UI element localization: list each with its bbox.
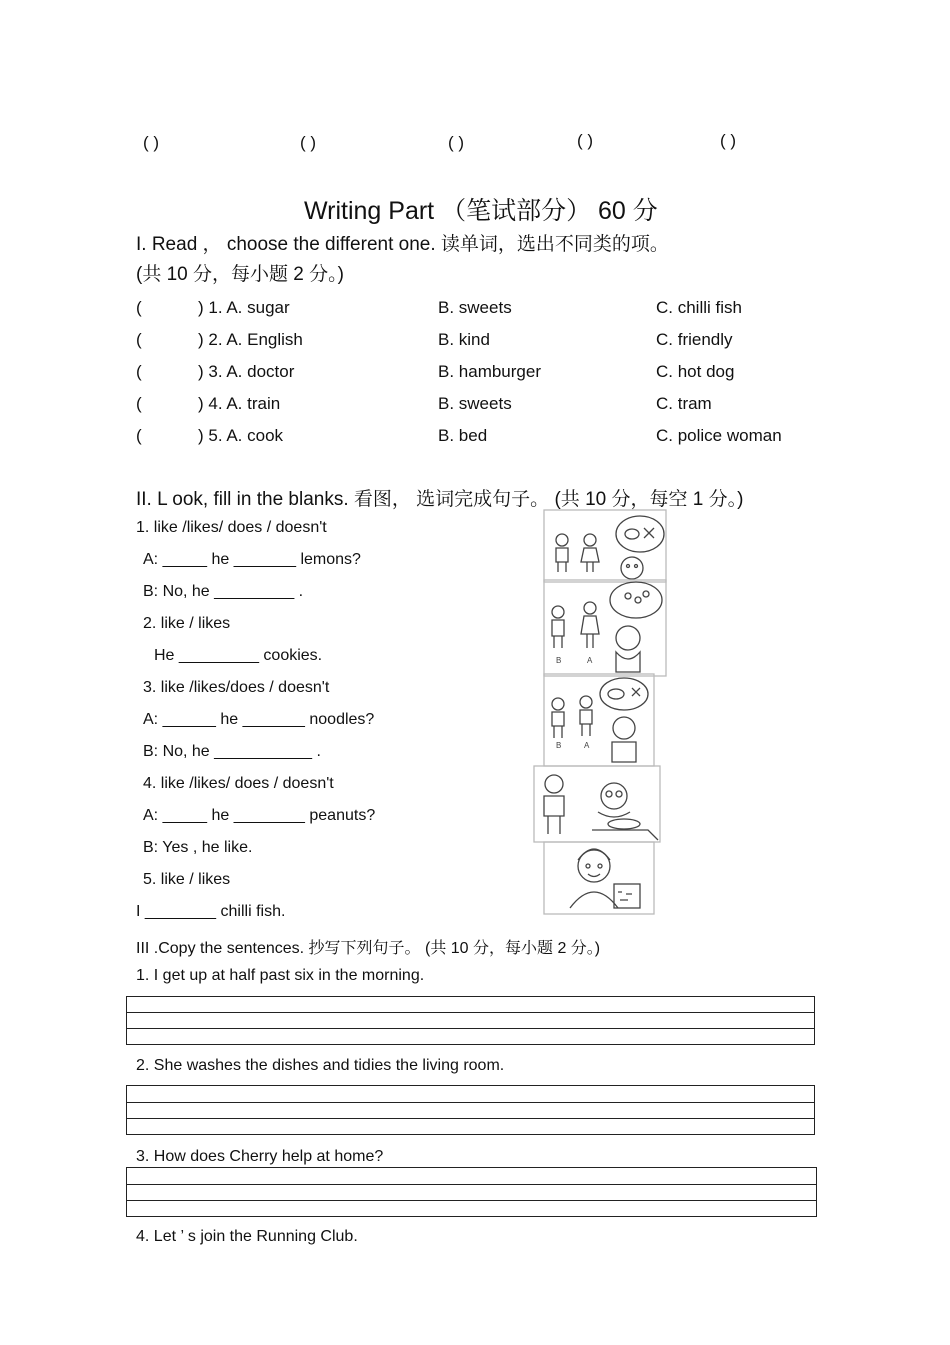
section3-heading: III .Copy the sentences. 抄写下列句子。 (共 10 分，每小题 2 分。) — [136, 940, 601, 957]
copy-lines-1[interactable] — [126, 996, 815, 1045]
copy-sentence-4: 4. Let ’ s join the Running Club. — [136, 1228, 358, 1245]
item-option-c: C. tram — [656, 394, 712, 413]
item-bracket: ( — [136, 394, 142, 413]
section2-pictures — [532, 508, 672, 916]
answer-bracket-3: ( ) — [448, 133, 465, 152]
item-option-b: B. bed — [438, 426, 488, 445]
item-option-c: C. police woman — [656, 426, 782, 445]
item-bracket: ( — [136, 426, 142, 445]
q3-answer: B: No, he ___________ . — [143, 743, 321, 760]
picture-label-a: A — [587, 656, 593, 665]
q5-word-bank: 5. like / likes — [143, 871, 231, 888]
copy-lines-3[interactable] — [126, 1167, 817, 1217]
section1-heading: I. Read ， choose the different one. 读单词，选出不同类的项。 — [136, 234, 669, 255]
q2-word-bank: 2. like / likes — [143, 615, 231, 632]
item-bracket: ( — [136, 330, 142, 349]
q4-answer: B: Yes , he like. — [143, 839, 253, 856]
section2-heading: II. L ook, fill in the blanks. 看图， 选词完成句子。 (共 10 分，每空 1 分。) — [136, 489, 744, 510]
q4-word-bank: 4. like /likes/ does / doesn't — [143, 775, 334, 792]
picture-label-b: B — [556, 741, 562, 750]
item-bracket: ( — [136, 298, 142, 317]
q4-question: A: _____ he ________ peanuts? — [143, 807, 376, 824]
answer-bracket-1: ( ) — [143, 133, 160, 152]
q1-question: A: _____ he _______ lemons? — [143, 551, 361, 568]
q5-sentence: I ________ chilli fish. — [136, 903, 286, 920]
q1-word-bank: 1. like /likes/ does / doesn't — [136, 519, 327, 536]
item-option-a: ) 4. A. train — [198, 394, 281, 413]
q3-question: A: ______ he _______ noodles? — [143, 711, 375, 728]
answer-bracket-4: ( ) — [577, 131, 594, 150]
item-option-a: ) 2. A. English — [198, 330, 303, 349]
answer-bracket-2: ( ) — [300, 133, 317, 152]
item-option-c: C. hot dog — [656, 362, 735, 381]
item-option-b: B. sweets — [438, 298, 512, 317]
picture-label-a: A — [584, 741, 590, 750]
answer-bracket-5: ( ) — [720, 131, 737, 150]
item-bracket: ( — [136, 362, 142, 381]
copy-sentence-3: 3. How does Cherry help at home? — [136, 1148, 384, 1165]
item-option-a: ) 5. A. cook — [198, 426, 284, 445]
page-title: Writing Part （笔试部分） 60 分 — [304, 197, 658, 225]
picture-label-b: B — [556, 656, 562, 665]
item-option-b: B. hamburger — [438, 362, 541, 381]
item-option-b: B. sweets — [438, 394, 512, 413]
item-option-a: ) 1. A. sugar — [198, 298, 290, 317]
q2-sentence: He _________ cookies. — [154, 647, 323, 664]
item-option-a: ) 3. A. doctor — [198, 362, 295, 381]
copy-sentence-1: 1. I get up at half past six in the morning. — [136, 967, 425, 984]
q1-answer: B: No, he _________ . — [143, 583, 304, 600]
copy-sentence-2: 2. She washes the dishes and tidies the living room. — [136, 1057, 505, 1074]
copy-lines-2[interactable] — [126, 1085, 815, 1135]
item-option-c: C. chilli fish — [656, 298, 742, 317]
q3-word-bank: 3. like /likes/does / doesn't — [143, 679, 330, 696]
item-option-c: C. friendly — [656, 330, 733, 349]
item-option-b: B. kind — [438, 330, 490, 349]
section1-subheading: (共 10 分，每小题 2 分。) — [136, 264, 344, 285]
